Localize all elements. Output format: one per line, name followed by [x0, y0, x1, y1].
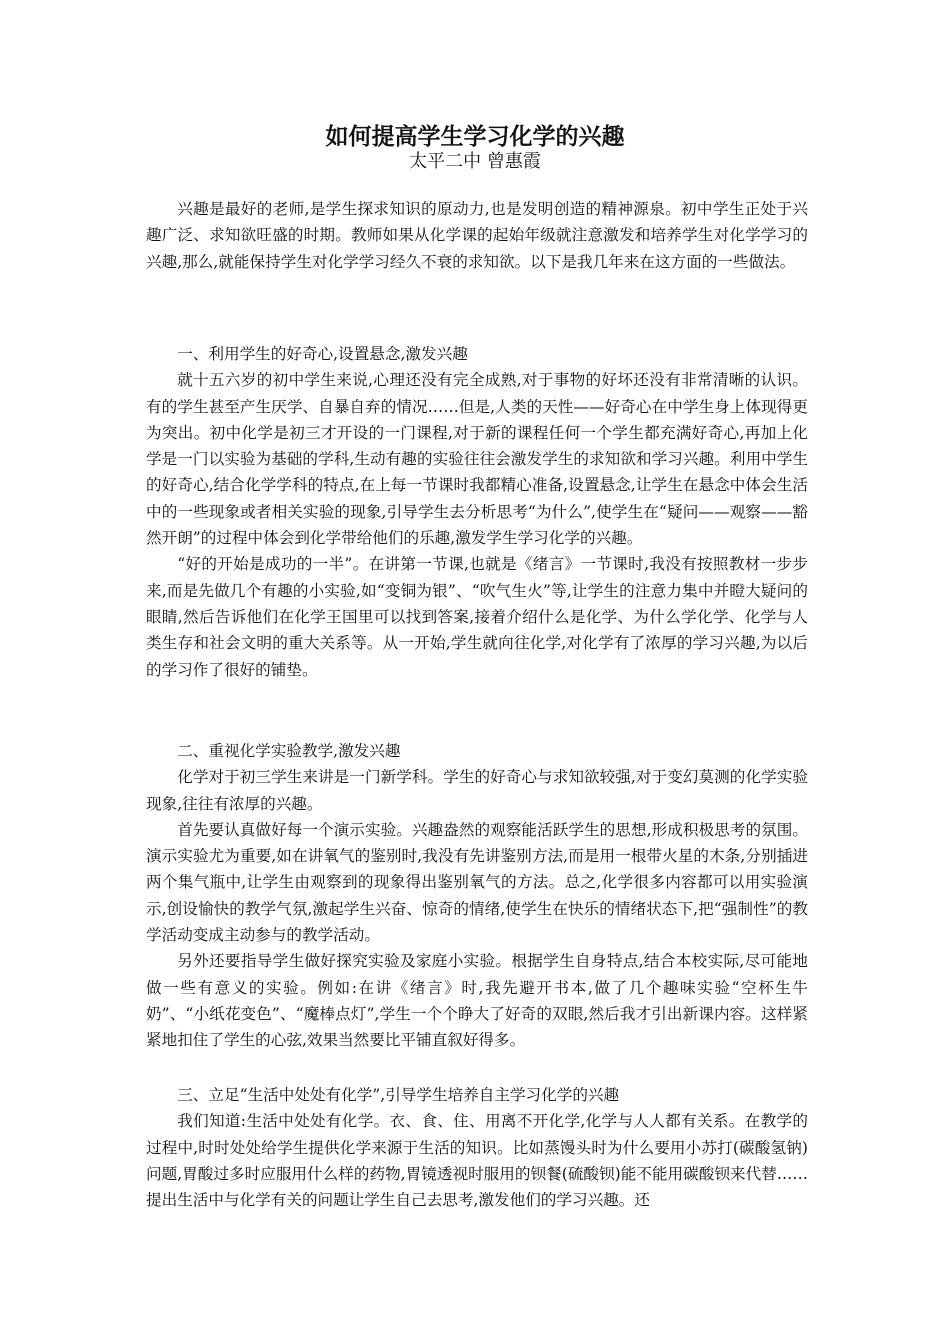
- section-1-paragraph-2: “好的开始是成功的一半”。在讲第一节课,也就是《绪言》一节课时,我没有按照教材一步步来,而是先做几个有趣的小实验,如“变铜为银”、“吹气生火”等,让学生的注意力集中并瞪大疑问的眼睛,然后告诉他们在化学王国里可以找到答案,接着介绍什么是化学、为什么学化学、化学与人类生存和社会文明的重大关系等。从一开始,学生就向往化学,对化学有了浓厚的学习兴趣,为以后的学习作了很好的铺垫。: [146, 555, 808, 679]
- section-3-heading: 三、立足“生活中处处有化学”,引导学生培养自主学习化学的兴趣: [177, 1086, 620, 1104]
- section-1-heading: 一、利用学生的好奇心,设置悬念,激发兴趣: [177, 345, 468, 363]
- section-2-paragraph-2: 首先要认真做好每一个演示实验。兴趣盎然的观察能活跃学生的思想,形成积极思考的氛围。演示实验尤为重要,如在讲氧气的鉴别时,我没有先讲鉴别方法,而是用一根带火星的木条,分别插进两个集气瓶中,让学生由观察到的现象得出鉴别氧气的方法。总之,化学很多内容都可以用实验演示,创设愉快的教学气氛,激起学生兴奋、惊奇的情绪,使学生在快乐的情绪状态下,把“强制性”的教学活动变成主动参与的教学活动。: [146, 820, 808, 945]
- author-byline: 太平二中 曾惠霞: [409, 151, 541, 172]
- section-1: [146, 341, 808, 683]
- intro-paragraph: 兴趣是最好的老师,是学生探求知识的原动力,也是发明创造的精神源泉。初中学生正处于兴趣广泛、求知欲旺盛的时期。教师如果从化学课的起始年级就注意激发和培养学生对化学学习的兴趣,那么,就能保持学生对化学学习经久不衰的求知欲。以下是我几年来在这方面的一些做法。: [146, 200, 808, 271]
- section-2-heading: 二、重视化学实验教学,激发兴趣: [177, 742, 401, 760]
- section-1-paragraph-1: 就十五六岁的初中学生来说,心理还没有完全成熟,对于事物的好坏还没有非常清晰的认识。有的学生甚至产生厌学、自暴自弃的情况……但是,人类的天性——好奇心在中学生身上体现得更为突出。初中化学是初三才开设的一门课程,对于新的课程任何一个学生都充满好奇心,再加上化学是一门以实验为基础的学科,生动有趣的实验往往会激发学生的求知欲和学习兴趣。利用中学生的好奇心,结合化学学科的特点,在上每一节课时我都精心准备,设置悬念,让学生在悬念中体会生活中的一些现象或者相关实验的现象,引导学生去分析思考“为什么”,使学生在“疑问——观察——豁然开朗”的过程中体会到化学带给他们的乐趣,激发学生学习化学的兴趣。: [146, 371, 808, 548]
- intro-block: [146, 196, 808, 275]
- section-3: [146, 1082, 808, 1213]
- section-2-paragraph-1: 化学对于初三学生来讲是一门新学科。学生的好奇心与求知欲较强,对于变幻莫测的化学实验现象,往往有浓厚的兴趣。: [146, 768, 808, 813]
- section-3-paragraph-1: 我们知道:生活中处处有化学。衣、食、住、用离不开化学,化学与人人都有关系。在教学的过程中,时时处处给学生提供化学来源于生活的知识。比如蒸馒头时为什么要用小苏打(碳酸氢钠)问题,胃酸过多时应服用什么样的药物,胃镜透视时服用的钡餐(硫酸钡)能不能用碳酸钡来代替……提出生活中与化学有关的问题让学生自己去思考,激发他们的学习兴趣。还: [146, 1112, 808, 1210]
- section-2: [146, 738, 808, 1054]
- section-2-paragraph-3: 另外还要指导学生做好探究实验及家庭小实验。根据学生自身特点,结合本校实际,尽可能地做一些有意义的实验。例如:在讲《绪言》时,我先避开书本,做了几个趣味实验“空杯生牛奶”、“小纸花变色”、“魔棒点灯”,学生一个个睁大了好奇的双眼,然后我才引出新课内容。这样紧紧地扣住了学生的心弦,效果当然要比平铺直叙好得多。: [146, 952, 808, 1050]
- document-title: 如何提高学生学习化学的兴趣: [325, 123, 625, 150]
